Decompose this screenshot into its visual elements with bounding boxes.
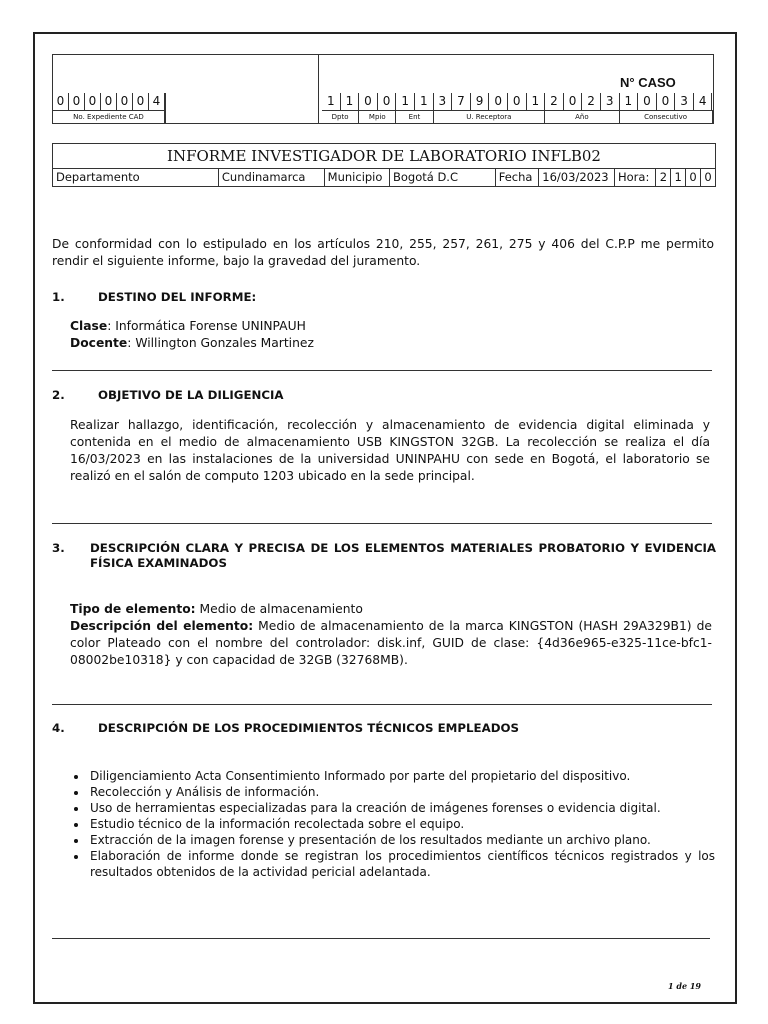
digit-cell: 0 bbox=[378, 93, 397, 110]
procedures-list-container bbox=[65, 768, 715, 880]
list-item: • Diligenciamiento Acta Consentimiento Informado por parte del propietario del dispositivo. bbox=[88, 768, 715, 784]
digit-cell: 1 bbox=[620, 93, 639, 110]
divider-rule bbox=[52, 523, 712, 524]
digit-cell: 0 bbox=[69, 93, 85, 110]
section-2-number: 2. bbox=[52, 388, 65, 402]
section-1-body bbox=[70, 318, 710, 352]
digit-cell: 0 bbox=[359, 93, 378, 110]
digit-cell: 1 bbox=[341, 93, 360, 110]
municipio-label: Municipio bbox=[324, 169, 389, 187]
expediente-digits bbox=[53, 93, 165, 110]
section-2-text: Realizar hallazgo, identificación, recolección y almacenamiento de evidencia digital eliminada y contenida en el medio de almacenamiento USB KINGSTON 32GB. La recolección se realiza el día 16/03/2023 en las instalaciones de la universidad UNINPAHU con sede en Bogotá, el laboratorio se realizó en el salón de computo 1203 ubicado en la sede principal. bbox=[70, 418, 710, 483]
digit-cell: 0 bbox=[638, 93, 657, 110]
hora-digit: 0 bbox=[686, 169, 701, 187]
caso-label: N° CASO bbox=[620, 75, 676, 90]
list-item: • Extracción de la imagen forense y presentación de los resultados mediante un archivo plano. bbox=[88, 832, 715, 848]
section-3-title: DESCRIPCIÓN CLARA Y PRECISA DE LOS ELEMENTOS MATERIALES PROBATORIO Y EVIDENCIA FÍSICA EXAMINADOS bbox=[90, 541, 716, 570]
docente-label: Docente bbox=[70, 336, 128, 350]
divider-rule bbox=[52, 704, 712, 705]
digit-cell: 4 bbox=[149, 93, 165, 110]
hora-label: Hora: bbox=[614, 169, 655, 187]
digit-cell: 3 bbox=[675, 93, 694, 110]
intro-paragraph: De conformidad con lo estipulado en los artículos 210, 255, 257, 261, 275 y 406 del C.P.P me permito rendir el siguiente informe, bajo la gravedad del juramento. bbox=[52, 237, 714, 268]
caso-sublabel: U. Receptora bbox=[434, 111, 546, 124]
divider-rule bbox=[52, 370, 712, 371]
digit-cell: 0 bbox=[508, 93, 527, 110]
clase-value: : Informática Forense UNINPAUH bbox=[107, 319, 306, 333]
caso-sublabels bbox=[322, 110, 713, 124]
report-title: INFORME INVESTIGADOR DE LABORATORIO INFLB02 bbox=[53, 144, 716, 169]
divider-rule bbox=[52, 938, 710, 939]
departamento-label: Departamento bbox=[53, 169, 219, 187]
digit-cell: 0 bbox=[85, 93, 101, 110]
digit-cell: 1 bbox=[396, 93, 415, 110]
docente-value: : Willington Gonzales Martinez bbox=[127, 336, 314, 350]
digit-cell: 2 bbox=[582, 93, 601, 110]
list-item: • Uso de herramientas especializadas para la creación de imágenes forenses o evidencia digital. bbox=[88, 800, 715, 816]
section-4-number: 4. bbox=[52, 721, 65, 735]
digit-cell: 3 bbox=[434, 93, 453, 110]
section-1-heading bbox=[52, 290, 256, 304]
section-4-heading bbox=[52, 721, 519, 735]
digit-cell: 4 bbox=[694, 93, 713, 110]
digit-cell: 0 bbox=[101, 93, 117, 110]
digit-cell: 0 bbox=[53, 93, 69, 110]
section-3-number: 3. bbox=[52, 541, 65, 555]
expediente-divider bbox=[165, 93, 166, 123]
hora-digit: 2 bbox=[656, 169, 671, 187]
digit-cell: 7 bbox=[452, 93, 471, 110]
digit-cell: 1 bbox=[415, 93, 434, 110]
caso-sublabel: Dpto bbox=[322, 111, 359, 124]
section-4-title: DESCRIPCIÓN DE LOS PROCEDIMIENTOS TÉCNICOS EMPLEADOS bbox=[98, 721, 520, 735]
caso-sublabel: Ent bbox=[396, 111, 433, 124]
digit-cell: 1 bbox=[527, 93, 546, 110]
page-number: 1 de 19 bbox=[668, 981, 701, 991]
list-item: • Recolección y Análisis de información. bbox=[88, 784, 715, 800]
municipio-value: Bogotá D.C bbox=[389, 169, 495, 187]
digit-cell: 0 bbox=[117, 93, 133, 110]
list-item: • Elaboración de informe donde se registran los procedimientos científicos técnicos registrados y los resultados obtenidos de la actividad pericial adelantada. bbox=[88, 848, 715, 880]
caso-sublabel: Consecutivo bbox=[620, 111, 713, 124]
section-2-heading bbox=[52, 388, 284, 402]
header-divider bbox=[318, 54, 319, 124]
caso-digits bbox=[322, 93, 712, 110]
tipo-value: Medio de almacenamiento bbox=[195, 602, 363, 616]
procedures-list bbox=[65, 768, 715, 880]
expediente-label-row bbox=[53, 110, 165, 124]
tipo-label: Tipo de elemento: bbox=[70, 602, 196, 616]
section-3-body bbox=[70, 601, 712, 669]
digit-cell: 0 bbox=[489, 93, 508, 110]
section-2-title: OBJETIVO DE LA DILIGENCIA bbox=[98, 388, 284, 402]
section-3-heading bbox=[52, 541, 716, 571]
report-title-table bbox=[52, 143, 716, 187]
expediente-label: No. Expediente CAD bbox=[53, 111, 165, 124]
hora-digit: 0 bbox=[700, 169, 715, 187]
digit-cell: 3 bbox=[601, 93, 620, 110]
desc-label: Descripción del elemento: bbox=[70, 619, 254, 633]
fecha-label: Fecha bbox=[495, 169, 539, 187]
digit-cell: 1 bbox=[322, 93, 341, 110]
section-1-title: DESTINO DEL INFORME: bbox=[98, 290, 257, 304]
digit-cell: 0 bbox=[133, 93, 149, 110]
section-1-number: 1. bbox=[52, 290, 65, 304]
hora-digit: 1 bbox=[671, 169, 686, 187]
fecha-value: 16/03/2023 bbox=[539, 169, 615, 187]
digit-cell: 9 bbox=[471, 93, 490, 110]
caso-sublabel: Mpio bbox=[359, 111, 396, 124]
digit-cell: 0 bbox=[564, 93, 583, 110]
digit-cell: 0 bbox=[657, 93, 676, 110]
digit-cell: 2 bbox=[545, 93, 564, 110]
caso-sublabel: Año bbox=[545, 111, 619, 124]
desc-value: Medio de almacenamiento de la marca KINGSTON (HASH 29A329B1) de color Plateado con el nombre del controlador: disk.inf, GUID de clase: {4d36e965-e325-11ce-bfc1-08002be10318} y con capacidad de 32GB (32768MB). bbox=[70, 619, 712, 667]
clase-label: Clase bbox=[70, 319, 108, 333]
list-item: • Estudio técnico de la información recolectada sobre el equipo. bbox=[88, 816, 715, 832]
departamento-value: Cundinamarca bbox=[218, 169, 324, 187]
